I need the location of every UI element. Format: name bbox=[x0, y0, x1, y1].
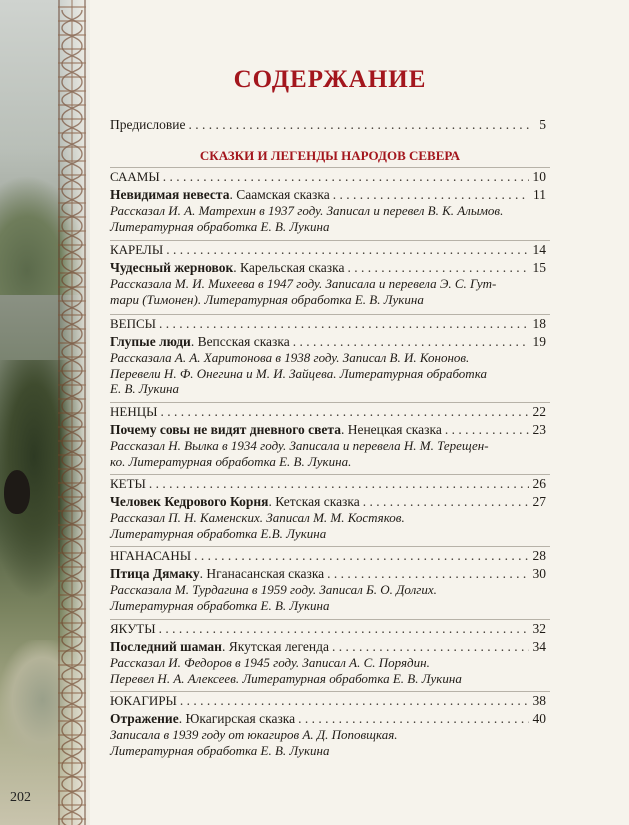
separator bbox=[110, 402, 550, 403]
credits-line: ко. Литературная обработка Е. В. Лукина. bbox=[110, 453, 352, 469]
credits-line: Литературная обработка Е. В. Лукина bbox=[110, 218, 330, 234]
entry-page: 14 bbox=[532, 242, 546, 257]
entry-page: 30 bbox=[532, 566, 546, 581]
people-name: НЕНЦЫ bbox=[110, 404, 158, 419]
credits-line: Рассказал Н. Вылка в 1934 году. Записала и перевела Н. М. Терещен- bbox=[110, 438, 489, 453]
tale-type: . Ненецкая сказка bbox=[340, 422, 442, 437]
tale-title: Глупые люди bbox=[110, 334, 191, 349]
separator bbox=[110, 619, 550, 620]
people-name: КАРЕЛЫ bbox=[110, 242, 164, 257]
toc-entry-tale[interactable] bbox=[110, 422, 546, 438]
entry-page: 38 bbox=[532, 693, 546, 708]
toc-entry-tale[interactable] bbox=[110, 187, 546, 203]
tale-credits bbox=[110, 510, 546, 541]
people-name: СААМЫ bbox=[110, 169, 160, 184]
entry-page: 22 bbox=[532, 404, 546, 419]
tale-credits bbox=[110, 655, 546, 686]
people-name: ЮКАГИРЫ bbox=[110, 693, 177, 708]
section-heading: СКАЗКИ И ЛЕГЕНДЫ НАРОДОВ СЕВЕРА bbox=[199, 148, 461, 163]
credits-line: Рассказала А. А. Харитонова в 1938 году. Записал В. И. Кононов. bbox=[110, 350, 470, 365]
tale-type: . Вепсская сказка bbox=[190, 334, 290, 349]
separator bbox=[110, 167, 550, 168]
tale-title: Последний шаман bbox=[110, 639, 222, 654]
separator bbox=[110, 240, 550, 241]
toc-entry-tale[interactable] bbox=[110, 566, 546, 582]
credits-line: Перевел Н. А. Алексеев. Литературная обработка Е. В. Лукина bbox=[110, 670, 462, 686]
page-title: СОДЕРЖАНИЕ bbox=[233, 66, 427, 93]
tale-type: . Кетская сказка bbox=[268, 494, 360, 509]
tale-credits bbox=[110, 276, 546, 307]
entry-page: 28 bbox=[532, 548, 546, 563]
toc-entry-tale[interactable] bbox=[110, 494, 546, 510]
entry-page: 15 bbox=[532, 260, 546, 275]
entry-page: 40 bbox=[532, 711, 546, 726]
credits-line: Литературная обработка Е.В. Лукина bbox=[110, 525, 327, 541]
entry-page: 27 bbox=[532, 494, 546, 509]
separator bbox=[110, 474, 550, 475]
page-number: 202 bbox=[10, 790, 31, 805]
ornamental-border bbox=[58, 0, 86, 825]
tale-credits bbox=[110, 350, 546, 397]
tale-type: . Саамская сказка bbox=[229, 187, 330, 202]
credits-line: Рассказала М. Турдагина в 1959 году. Записал Б. О. Долгих. bbox=[110, 582, 437, 597]
tale-title: Невидимая невеста bbox=[110, 187, 230, 202]
credits-line: Записала в 1939 году от юкагиров А. Д. Поповщкая. bbox=[110, 727, 398, 742]
entry-page: 32 bbox=[532, 621, 546, 636]
toc-entry-people[interactable] bbox=[110, 242, 546, 258]
tale-type: . Карельская сказка bbox=[233, 260, 345, 275]
entry-page: 34 bbox=[532, 639, 546, 654]
credits-line: Перевели Н. Ф. Онегина и М. И. Зайцева. Литературная обработка bbox=[110, 365, 487, 381]
credits-line: Рассказал П. Н. Каменских. Записал М. М. Костяков. bbox=[110, 510, 405, 525]
toc-entry-people[interactable] bbox=[110, 548, 546, 564]
separator bbox=[110, 691, 550, 692]
people-name: НГАНАСАНЫ bbox=[110, 548, 192, 563]
toc-entry-tale[interactable] bbox=[110, 334, 546, 350]
tale-credits bbox=[110, 582, 546, 613]
tale-credits bbox=[110, 203, 546, 234]
tale-title: Птица Дямаку bbox=[110, 566, 200, 581]
credits-line: Рассказала М. И. Михеева в 1947 году. Записала и перевела Э. С. Гут- bbox=[110, 276, 497, 291]
people-name: ЯКУТЫ bbox=[110, 621, 156, 636]
entry-page: 5 bbox=[539, 117, 546, 132]
toc-entry-people[interactable] bbox=[110, 169, 546, 185]
toc-entry-tale[interactable] bbox=[110, 639, 546, 655]
toc-entry-people[interactable] bbox=[110, 693, 546, 709]
toc-entry-people[interactable] bbox=[110, 316, 546, 332]
credits-line: Рассказал И. Федоров в 1945 году. Записал А. С. Порядин. bbox=[110, 655, 430, 670]
credits-line: Литературная обработка Е. В. Лукина bbox=[110, 742, 330, 758]
tale-type: . Юкагирская сказка bbox=[178, 711, 296, 726]
entry-page: 19 bbox=[532, 334, 546, 349]
entry-page: 11 bbox=[533, 187, 546, 202]
tale-type: . Якутская легенда bbox=[221, 639, 329, 654]
tale-credits bbox=[110, 438, 546, 469]
entry-page: 23 bbox=[532, 422, 546, 437]
toc-entry-tale[interactable] bbox=[110, 260, 546, 276]
entry-page: 18 bbox=[532, 316, 546, 331]
separator bbox=[110, 314, 550, 315]
entry-label: Предисловие bbox=[110, 117, 186, 132]
toc-entry-people[interactable] bbox=[110, 621, 546, 637]
credits-line: Рассказал И. А. Матрехин в 1937 году. Записал и перевел В. К. Алымов. bbox=[110, 203, 504, 218]
credits-line: Е. В. Лукина bbox=[110, 381, 179, 396]
toc-entry-tale[interactable] bbox=[110, 711, 546, 727]
people-name: ВЕПСЫ bbox=[110, 316, 157, 331]
tale-title: Чудесный жерновок bbox=[110, 260, 234, 275]
tale-title: Отражение bbox=[110, 711, 179, 726]
tale-credits bbox=[110, 727, 546, 758]
credits-line: тари (Тимонен). Литературная обработка Е. В. Лукина bbox=[110, 291, 424, 307]
people-name: КЕТЫ bbox=[110, 476, 146, 491]
tale-type: . Нганасанская сказка bbox=[199, 566, 325, 581]
credits-line: Литературная обработка Е. В. Лукина bbox=[110, 597, 330, 613]
toc-entry-people[interactable] bbox=[110, 404, 546, 420]
toc-entry-people[interactable] bbox=[110, 476, 546, 492]
separator bbox=[110, 546, 550, 547]
tale-title: Почему совы не видят дневного света bbox=[110, 422, 341, 437]
entry-page: 10 bbox=[532, 169, 546, 184]
tale-title: Человек Кедрового Корня bbox=[110, 494, 269, 509]
toc-entry-preface[interactable] bbox=[110, 117, 546, 133]
entry-page: 26 bbox=[532, 476, 546, 491]
